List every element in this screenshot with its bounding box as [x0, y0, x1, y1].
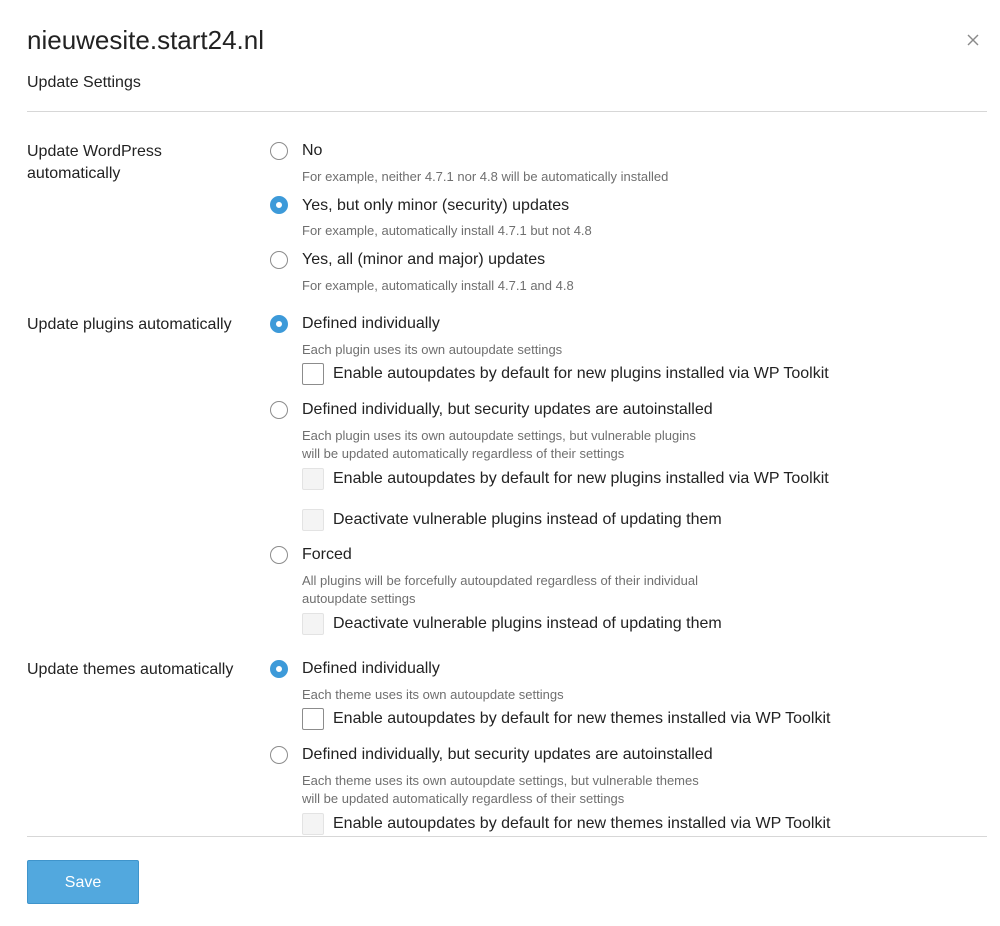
plugins-security-autoupdate-label: Enable autoupdates by default for new plugins installed via WP Toolkit: [333, 470, 829, 487]
plugins-individual-autoupdate-checkbox[interactable]: [302, 363, 324, 385]
themes-security-autoupdate-checkbox: [302, 813, 324, 835]
themes-option-individual-hint: Each theme uses its own autoupdate settings: [302, 687, 564, 702]
themes-individual-autoupdate-checkbox[interactable]: [302, 708, 324, 730]
plugins-security-deactivate-checkbox: [302, 509, 324, 531]
themes-option-security-radio[interactable]: [270, 746, 288, 764]
plugins-option-security-hint-line2: will be updated automatically regardless of their settings: [302, 446, 625, 461]
save-button[interactable]: Save: [27, 860, 139, 904]
dialog-title: nieuwesite.start24.nl: [27, 25, 265, 55]
plugins-option-individual-label[interactable]: Defined individually: [302, 315, 440, 332]
close-icon[interactable]: [963, 30, 983, 50]
close-icon-glyph: [963, 30, 983, 50]
themes-option-security-label[interactable]: Defined individually, but security updates are autoinstalled: [302, 746, 713, 763]
plugins-option-forced-hint-line1: All plugins will be forcefully autoupdated regardless of their individual: [302, 573, 699, 588]
themes-security-autoupdate-label: Enable autoupdates by default for new themes installed via WP Toolkit: [333, 815, 831, 832]
themes-option-security-hint-line1: Each theme uses its own autoupdate settings, but vulnerable themes: [302, 773, 699, 788]
bottom-divider: [27, 836, 987, 837]
plugins-section-label: Update plugins automatically: [27, 316, 232, 333]
wordpress-option-all-radio[interactable]: [270, 251, 288, 269]
settings-content[interactable]: [0, 112, 1000, 836]
plugins-option-forced-hint-line2: autoupdate settings: [302, 591, 416, 606]
wordpress-option-minor-hint: For example, automatically install 4.7.1 but not 4.8: [302, 223, 592, 238]
plugins-forced-deactivate-checkbox: [302, 613, 324, 635]
wordpress-option-minor-label[interactable]: Yes, but only minor (security) updates: [302, 197, 570, 214]
plugins-option-security-radio[interactable]: [270, 401, 288, 419]
plugins-option-individual-hint: Each plugin uses its own autoupdate settings: [302, 342, 563, 357]
plugins-forced-deactivate-label: Deactivate vulnerable plugins instead of updating them: [333, 615, 722, 632]
themes-individual-autoupdate-label[interactable]: Enable autoupdates by default for new themes installed via WP Toolkit: [333, 710, 831, 727]
plugins-individual-autoupdate-label[interactable]: Enable autoupdates by default for new plugins installed via WP Toolkit: [333, 365, 829, 382]
plugins-security-deactivate-label: Deactivate vulnerable plugins instead of updating them: [333, 511, 722, 528]
themes-option-security-hint-line2: will be updated automatically regardless of their settings: [302, 791, 625, 806]
wordpress-option-all-label[interactable]: Yes, all (minor and major) updates: [302, 251, 546, 268]
plugins-option-security-hint-line1: Each plugin uses its own autoupdate settings, but vulnerable plugins: [302, 428, 696, 443]
dialog-subtitle: Update Settings: [27, 74, 141, 91]
plugins-option-forced-label[interactable]: Forced: [302, 546, 352, 563]
themes-option-individual-radio[interactable]: [270, 660, 288, 678]
plugins-option-forced-radio[interactable]: [270, 546, 288, 564]
wordpress-section-label: Update WordPress automatically: [27, 143, 162, 182]
plugins-option-security-label[interactable]: Defined individually, but security updates are autoinstalled: [302, 401, 713, 418]
wordpress-option-no-label[interactable]: No: [302, 142, 323, 159]
wordpress-option-all-hint: For example, automatically install 4.7.1 and 4.8: [302, 278, 574, 293]
wordpress-option-no-radio[interactable]: [270, 142, 288, 160]
themes-option-individual-label[interactable]: Defined individually: [302, 660, 440, 677]
wordpress-option-no-hint: For example, neither 4.7.1 nor 4.8 will be automatically installed: [302, 169, 669, 184]
wordpress-option-minor-radio[interactable]: [270, 196, 288, 214]
themes-section-label: Update themes automatically: [27, 661, 234, 678]
plugins-option-individual-radio[interactable]: [270, 315, 288, 333]
plugins-security-autoupdate-checkbox: [302, 468, 324, 490]
